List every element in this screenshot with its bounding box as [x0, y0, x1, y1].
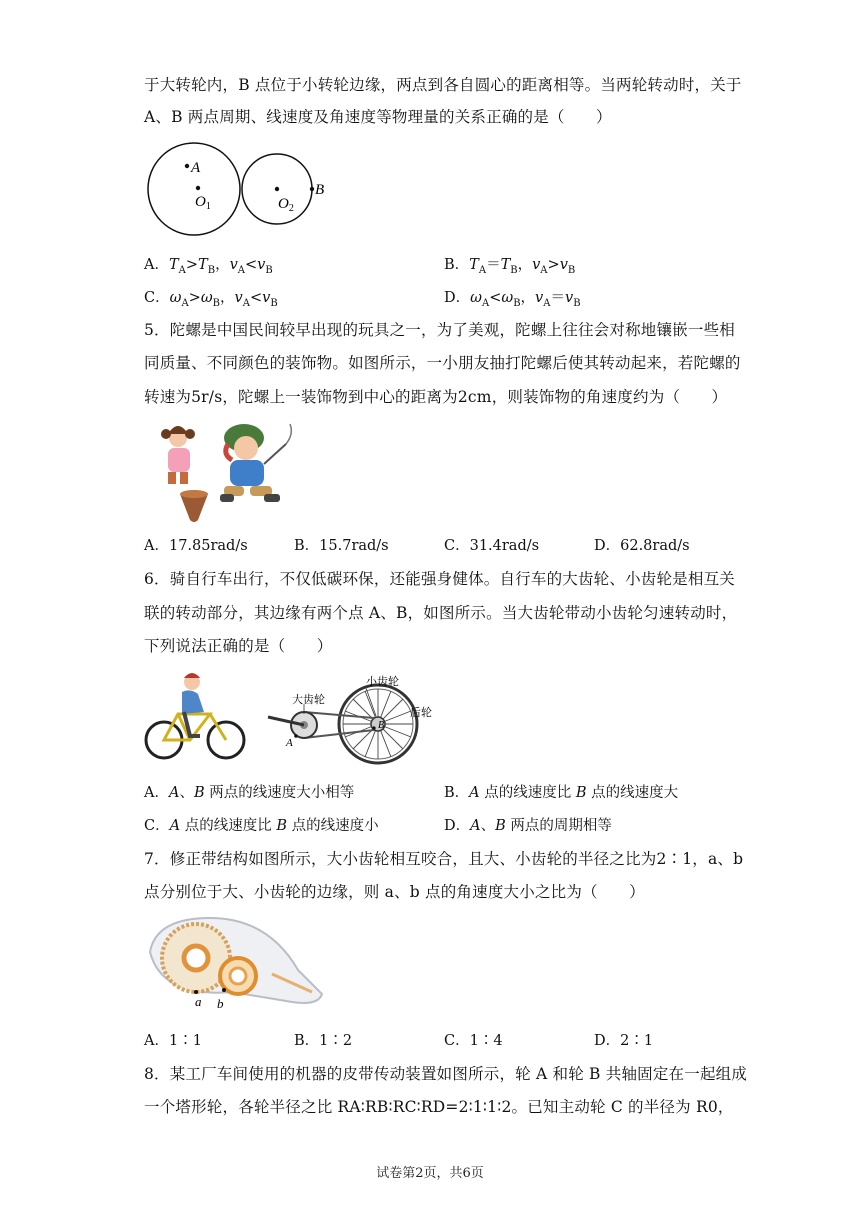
label-small-gear: 小齿轮: [366, 676, 399, 688]
label-a: A: [286, 737, 293, 749]
point-o1-dot: [196, 186, 200, 190]
point-a-dot: [294, 734, 298, 738]
label-a: a: [195, 994, 202, 1009]
q5-option-d: D．62.8rad/s: [594, 538, 690, 554]
q6-option-b: B．A 点的线速度比 B 点的线速度大: [444, 785, 679, 801]
q7-option-c: C．1∶4: [444, 1033, 503, 1049]
correction-tape-illustration: [144, 912, 324, 1012]
q4-option-d: D．$\omega_A<\omega_B$，$v_A=v_B$: [444, 290, 581, 309]
label-o1: $O_1$: [195, 194, 211, 212]
label-b: B: [378, 720, 385, 731]
page-footer: 试卷第2页，共6页: [376, 1166, 484, 1181]
label-o2: $O_2$: [278, 196, 294, 214]
q5-option-b: B．15.7rad/s: [294, 538, 389, 554]
two-wheels-figure: [146, 142, 336, 238]
point-b-dot: [372, 726, 375, 729]
label-rear-wheel: 后轮: [410, 707, 432, 719]
q4-option-a: A．$T_A>T_B$，$v_A<v_B$: [144, 257, 273, 276]
q7-option-d: D．2∶1: [594, 1033, 654, 1049]
q5-line-2: 同质量、不同颜色的装饰物。如图所示，一小朋友抽打陀螺后使其转动起来，若陀螺的: [144, 354, 741, 372]
point-a-dot: [185, 164, 189, 168]
q6-line-2: 联的转动部分，其边缘有两个点 A、B，如图所示。当大齿轮带动小齿轮匀速转动时，: [144, 604, 738, 622]
q4-option-b: B．$T_A=T_B$，$v_A>v_B$: [444, 257, 576, 276]
q8-line-1: 8．某工厂车间使用的机器的皮带传动装置如图所示，轮 A 和轮 B 共轴固定在一起组成: [144, 1065, 748, 1083]
q7-option-b: B．1∶2: [294, 1033, 353, 1049]
spinning-top-illustration: [156, 416, 302, 524]
bicycle-gears-diagram: [266, 670, 438, 766]
big-wheel: [148, 143, 240, 235]
q7-option-a: A．1∶1: [144, 1033, 202, 1049]
q5-option-a: A．17.85rad/s: [144, 538, 248, 554]
q6-option-a: A．A、B 两点的线速度大小相等: [144, 785, 355, 801]
q4-line-2: A、B 两点周期、线速度及角速度等物理量的关系正确的是（ ）: [144, 108, 612, 126]
q7-line-2: 点分别位于大、小齿轮的边缘，则 a、b 点的角速度大小之比为（ ）: [144, 883, 645, 901]
bicycle-rider-illustration: [144, 668, 248, 764]
label-b: B: [315, 182, 325, 198]
q7-line-1: 7．修正带结构如图所示，大小齿轮相互咬合，且大、小齿轮的半径之比为2∶1，a、b: [144, 850, 744, 868]
q4-line-1: 于大转轮内，B 点位于小转轮边缘，两点到各自圆心的距离相等。当两轮转动时，关于: [144, 76, 742, 94]
q6-option-d: D．A、B 两点的周期相等: [444, 818, 612, 834]
label-b: b: [217, 996, 224, 1011]
q4-option-c: C．$\omega_A>\omega_B$，$v_A<v_B$: [144, 290, 278, 309]
q5-line-3: 转速为5r/s，陀螺上一装饰物到中心的距离为2cm，则装饰物的角速度约为（ ）: [144, 388, 728, 406]
q6-line-1: 6．骑自行车出行，不仅低碳环保，还能强身健体。自行车的大齿轮、小齿轮是相互关: [144, 570, 735, 588]
point-b-dot: [310, 187, 314, 191]
q6-option-c: C．A 点的线速度比 B 点的线速度小: [144, 818, 379, 834]
q6-line-3: 下列说法正确的是（ ）: [144, 637, 333, 655]
label-big-gear: 大齿轮: [292, 694, 325, 706]
q5-line-1: 5．陀螺是中国民间较早出现的玩具之一，为了美观，陀螺上往往会对称地镶嵌一些相: [144, 321, 735, 339]
q8-line-2: 一个塔形轮，各轮半径之比 RA∶RB∶RC∶RD=2∶1∶1∶2。已知主动轮 C 的半径为 R0，: [144, 1098, 734, 1116]
q5-option-c: C．31.4rad/s: [444, 538, 540, 554]
point-o2-dot: [275, 187, 279, 191]
label-a: A: [191, 160, 201, 176]
point-b-dot: [222, 988, 226, 992]
